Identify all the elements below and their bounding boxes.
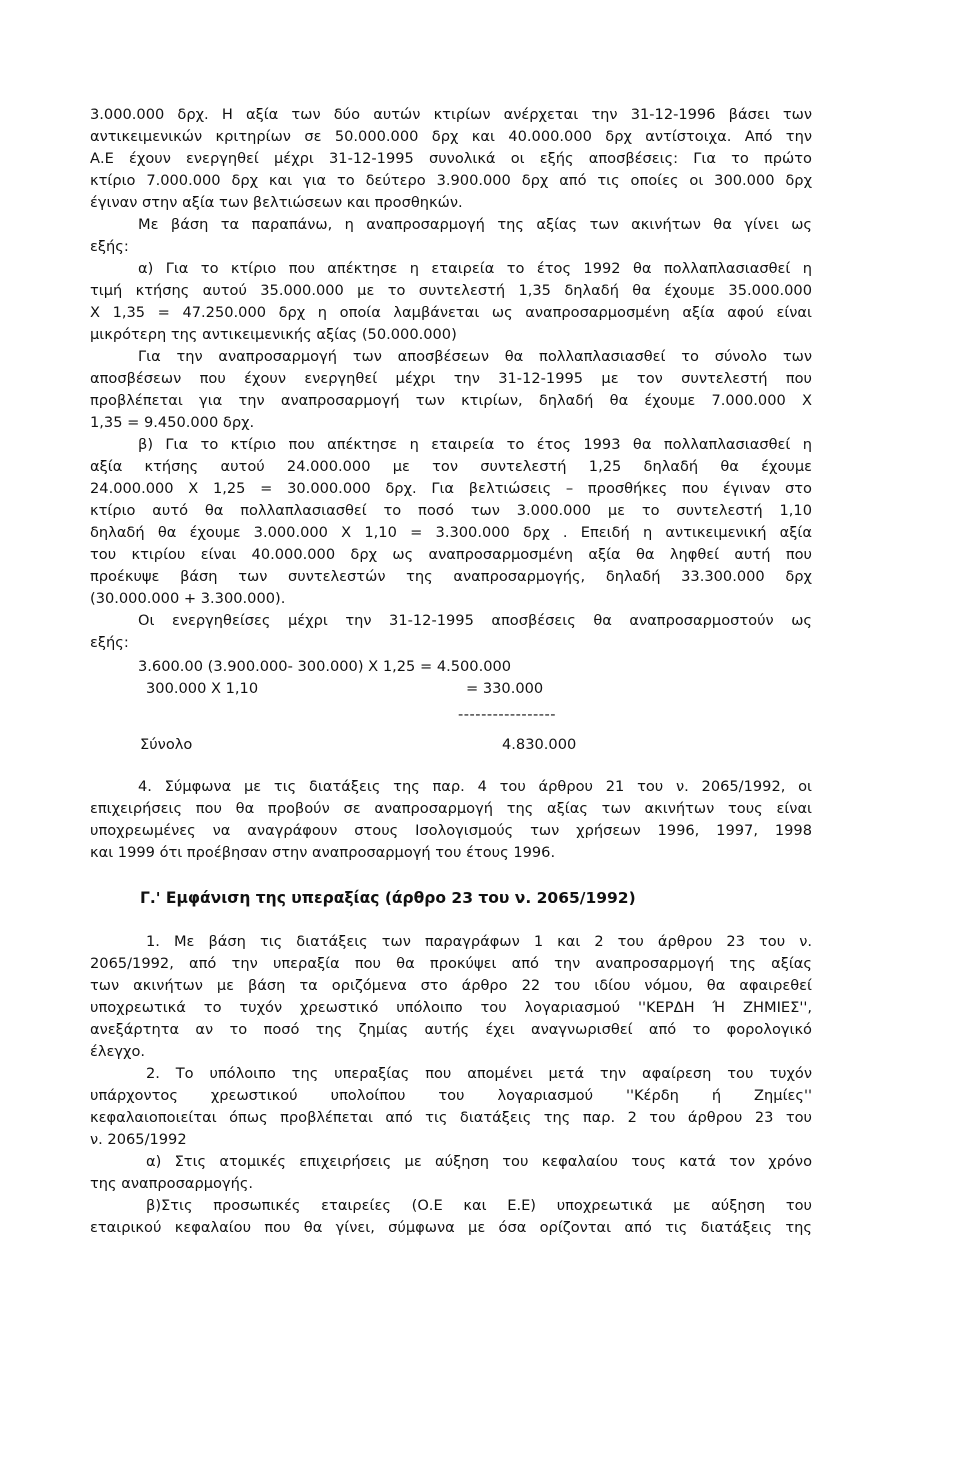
text-line: υπάρχοντος χρεωστικού υπολοίπου του λογαριασμού ''Κέρδη ή Ζημίες'' bbox=[90, 1087, 812, 1104]
text-line: κτίριο αυτό θα πολλαπλασιασθεί το ποσό των 3.000.000 με το συντελεστή 1,10 bbox=[90, 502, 812, 519]
calc-row-2-left: 300.000 Χ 1,10 bbox=[146, 680, 259, 697]
text-line: α) Για το κτίριο που απέκτησε η εταιρεία το έτος 1992 θα πολλαπλασιασθεί η bbox=[138, 260, 812, 277]
text-line: προέκυψε βάση των συντελεστών της αναπροσαρμογής, δηλαδή 33.300.000 δρχ bbox=[90, 568, 812, 585]
text-line: Με βάση τα παραπάνω, η αναπροσαρμογή της αξίας των ακινήτων θα γίνει ως bbox=[138, 216, 812, 233]
text-line: β)Στις προσωπικές εταιρείες (Ο.Ε και Ε.Ε) υποχρεωτικά με αύξηση του bbox=[146, 1197, 812, 1214]
text-line: ανεξάρτητα αν το ποσό της ζημίας αυτής έχει αναγνωρισθεί από το φορολογικό bbox=[90, 1021, 812, 1038]
text-line: β) Για το κτίριο που απέκτησε η εταιρεία το έτος 1993 θα πολλαπλασιασθεί η bbox=[138, 436, 812, 453]
text-line: των ακινήτων με βάση τα οριζόμενα στο άρθρο 22 του ιδίου νόμου, θα αφαιρεθεί bbox=[90, 977, 812, 994]
text-line: 2065/1992, από την υπεραξία που θα προκύψει από την αναπροσαρμογή της αξίας bbox=[90, 955, 812, 972]
text-line: εξής: bbox=[90, 238, 129, 255]
text-line: κεφαλαιοποιείται όπως προβλέπεται από τις διατάξεις της παρ. 2 του άρθρου 23 του bbox=[90, 1109, 812, 1126]
text-line: ν. 2065/1992 bbox=[90, 1131, 187, 1148]
text-line: του κτιρίου είναι 40.000.000 δρχ ως αναπροσαρμοσμένη αξία θα ληφθεί αυτή που bbox=[90, 546, 812, 563]
text-line: Χ 1,35 = 47.250.000 δρχ η οποία λαμβάνεται ως αναπροσαρμοσμένη αξία αφού είναι bbox=[90, 304, 812, 321]
text-line: 3.000.000 δρχ. Η αξία των δύο αυτών κτιρίων ανέρχεται την 31-12-1996 βάσει των bbox=[90, 106, 812, 123]
text-line: 2. Το υπόλοιπο της υπεραξίας που απομένει μετά την αφαίρεση του τυχόν bbox=[146, 1065, 812, 1082]
text-line: τιμή κτήσης αυτού 35.000.000 με το συντελεστή 1,35 δηλαδή θα έχουμε 35.000.000 bbox=[90, 282, 812, 299]
text-line: 4. Σύμφωνα με τις διατάξεις της παρ. 4 του άρθρου 21 του ν. 2065/1992, οι bbox=[138, 778, 812, 795]
text-line: (30.000.000 + 3.300.000). bbox=[90, 590, 286, 607]
text-line: 1. Με βάση τις διατάξεις των παραγράφων 1 και 2 του άρθρου 23 του ν. bbox=[146, 933, 812, 950]
text-line: και 1999 ότι προέβησαν στην αναπροσαρμογή του έτους 1996. bbox=[90, 844, 556, 861]
calc-total-value: 4.830.000 bbox=[502, 736, 577, 753]
text-line: κτίριο 7.000.000 δρχ και για το δεύτερο 3.900.000 δρχ από τις οποίες οι 300.000 δρχ bbox=[90, 172, 812, 189]
text-line: εξής: bbox=[90, 634, 129, 651]
text-line: έγιναν στην αξία των βελτιώσεων και προσθηκών. bbox=[90, 194, 463, 211]
text-line: 24.000.000 Χ 1,25 = 30.000.000 δρχ. Για βελτιώσεις – προσθήκες που έγιναν στο bbox=[90, 480, 812, 497]
text-line: προβλέπεται για την αναπροσαρμογή των κτιρίων, δηλαδή θα έχουμε 7.000.000 Χ bbox=[90, 392, 812, 409]
calc-separator: ----------------- bbox=[458, 706, 557, 723]
text-line: Οι ενεργηθείσες μέχρι την 31-12-1995 αποσβέσεις θα αναπροσαρμοστούν ως bbox=[138, 612, 812, 629]
calc-row-1: 3.600.00 (3.900.000- 300.000) Χ 1,25 = 4.500.000 bbox=[138, 658, 512, 675]
text-line: μικρότερη της αντικειμενικής αξίας (50.000.000) bbox=[90, 326, 457, 343]
text-line: εταιρικού κεφαλαίου που θα γίνει, σύμφωνα με όσα ορίζονται από τις διατάξεις της bbox=[90, 1219, 812, 1236]
text-line: Α.Ε έχουν ενεργηθεί μέχρι 31-12-1995 συνολικά οι εξής αποσβέσεις: Για το πρώτο bbox=[90, 150, 812, 167]
text-line: υποχρεωμένες να αναγράφουν στους Ισολογισμούς των χρήσεων 1996, 1997, 1998 bbox=[90, 822, 812, 839]
section-heading: Γ.' Εμφάνιση της υπεραξίας (άρθρο 23 του ν. 2065/1992) bbox=[140, 889, 636, 907]
text-line: της αναπροσαρμογής. bbox=[90, 1175, 254, 1192]
text-line: επιχειρήσεις που θα προβούν σε αναπροσαρμογή της αξίας των ακινήτων τους είναι bbox=[90, 800, 812, 817]
text-line: αντικειμενικών κριτηρίων σε 50.000.000 δρχ και 40.000.000 δρχ αντίστοιχα. Από την bbox=[90, 128, 812, 145]
text-line: υποχρεωτικά το τυχόν χρεωστικό υπόλοιπο του λογαριασμού ''ΚΕΡΔΗ Ή ΖΗΜΙΕΣ'', bbox=[90, 999, 812, 1016]
text-line: αποσβέσεων που έχουν ενεργηθεί μέχρι την 31-12-1995 με τον συντελεστή που bbox=[90, 370, 812, 387]
text-line: έλεγχο. bbox=[90, 1043, 146, 1060]
text-line: δηλαδή θα έχουμε 3.000.000 Χ 1,10 = 3.300.000 δρχ . Επειδή η αντικειμενική αξία bbox=[90, 524, 812, 541]
calc-row-2-right: = 330.000 bbox=[466, 680, 544, 697]
text-line: Για την αναπροσαρμογή των αποσβέσεων θα πολλαπλασιασθεί το σύνολο των bbox=[138, 348, 812, 365]
text-line: αξία κτήσης αυτού 24.000.000 με τον συντελεστή 1,25 δηλαδή θα έχουμε bbox=[90, 458, 812, 475]
text-line: 1,35 = 9.450.000 δρχ. bbox=[90, 414, 255, 431]
text-line: α) Στις ατομικές επιχειρήσεις με αύξηση του κεφαλαίου τους κατά τον χρόνο bbox=[146, 1153, 812, 1170]
calc-total-label: Σύνολο bbox=[140, 736, 193, 753]
